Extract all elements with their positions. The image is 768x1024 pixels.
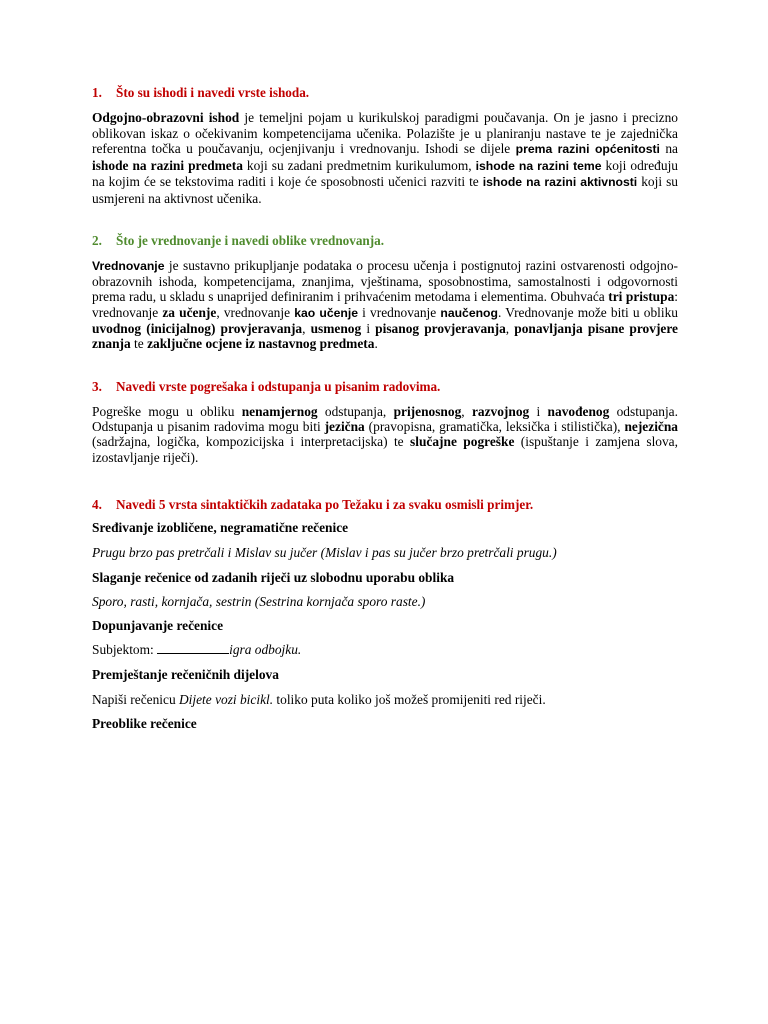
paragraph-text: i: [529, 404, 548, 419]
paragraph-text: i: [361, 320, 376, 336]
task-4-heading: Premještanje rečeničnih dijelova: [92, 667, 279, 682]
question-4: [92, 497, 678, 737]
paragraph-text: . Vrednovanje može biti u obliku: [497, 304, 678, 320]
question-2: [92, 233, 678, 351]
bold-term: usmenog: [310, 320, 362, 336]
bold-term: pisanog provjeravanja: [375, 320, 506, 336]
paragraph-text: odstupanja. Odstupanja u pisanim radovima mogu biti: [92, 404, 678, 435]
question-2-title: Što je vrednovanje i navedi oblike vrednovanja.: [116, 233, 385, 248]
answer-3-paragraph: [92, 404, 678, 465]
paragraph-text: Pogreške mogu u obliku: [92, 404, 242, 419]
bold-term: Odgojno-obrazovni ishod: [92, 110, 240, 125]
bold-term: ishode na razini aktivnosti: [482, 175, 638, 189]
task-4-example-sentence: Dijete vozi bicikl.: [179, 692, 274, 707]
task-3-example: [92, 642, 301, 658]
bold-term: ishode na razini teme: [475, 158, 602, 173]
bold-term: slučajne pogreške: [410, 434, 515, 450]
bold-term: prema razini općenitosti: [515, 142, 660, 156]
question-4-title: Navedi 5 vrsta sintaktičkih zadataka po Težaku i za svaku osmisli primjer.: [116, 497, 534, 512]
paragraph-text: te: [130, 336, 148, 352]
paragraph-text: je sustavno prikupljanje podataka o procesu učenja i postignutoj razini ostvarenosti odgojno-obrazovnih ishoda, kompetencijama, znanjima, vještinama, sposobnostima, samostalnosti i odgovornosti prema radu, u skladu s unaprijed definiranim i prihvaćenim metodama i elementima. Obuhvaća: [92, 258, 678, 305]
paragraph-text: koji su zadani predmetnim kurikulumom,: [242, 157, 476, 173]
question-1: [92, 85, 678, 206]
task-2-example: Sporo, rasti, kornjača, sestrin (Sestrina kornjača sporo raste.): [92, 594, 426, 609]
paragraph-text: na: [659, 141, 678, 156]
paragraph-text: i vrednovanje: [358, 304, 441, 320]
paragraph-text: koji određuju na kojim će se tekstovima raditi i koje će sposobnosti učenici razviti te: [92, 157, 678, 189]
task-5-heading: Preoblike rečenice: [92, 716, 197, 731]
task-3-example-tail: igra odbojku.: [229, 642, 302, 657]
paragraph-text: odstupanja,: [317, 404, 394, 419]
question-3-title: Navedi vrste pogrešaka i odstupanja u pisanim radovima.: [116, 379, 441, 394]
bold-term: nenamjernog: [241, 404, 318, 419]
paragraph-text: ,: [302, 320, 311, 336]
bold-term: ishode na razini predmeta: [92, 157, 243, 173]
question-4-heading: [92, 497, 678, 513]
bold-term: ponavljanja pisane provjere znanja: [92, 320, 678, 352]
question-4-number: 4.: [92, 497, 102, 512]
bold-term: nejezična: [624, 419, 678, 435]
task-3-heading: Dopunjavanje rečenice: [92, 618, 224, 633]
answer-2-paragraph: [92, 258, 678, 351]
question-1-title: Što su ishodi i navedi vrste ishoda.: [116, 85, 310, 100]
paragraph-text: (ispuštanje i zamjena slova, izostavljanje riječi).: [92, 434, 678, 465]
paragraph-text: , vrednovanje: [216, 304, 295, 320]
paragraph-text: : vrednovanje: [92, 289, 678, 320]
question-1-number: 1.: [92, 85, 102, 100]
question-3-number: 3.: [92, 379, 102, 394]
bold-term: za učenje: [162, 304, 217, 320]
question-2-heading: [92, 233, 678, 249]
paragraph-text: je temeljni pojam u kurikulskoj paradigmi poučavanja. On je jasno i precizno oblikovan iskaz o očekivanim kompetencijama učenika. Polazište je u planiranju nastave te je zajednička referentna točka u poučavanju, ocjenjivanju i vrednovanju. Ishodi se dijele: [92, 110, 678, 156]
bold-term: uvodnog (inicijalnog) provjeravanja: [92, 320, 303, 336]
question-3: [92, 379, 678, 465]
task-2-heading: Slaganje rečenice od zadanih riječi uz slobodnu uporabu oblika: [92, 570, 455, 585]
question-2-number: 2.: [92, 233, 102, 248]
fill-in-blank: [157, 642, 229, 654]
task-1-example: Prugu brzo pas pretrčali i Mislav su jučer (Mislav i pas su jučer brzo pretrčali prugu.): [92, 545, 557, 560]
paragraph-text: koji su usmjereni na aktivnost učenika.: [92, 174, 678, 206]
bold-term: naučenog: [440, 305, 498, 320]
task-1-heading: Sređivanje izobličene, negramatične rečenice: [92, 520, 349, 535]
answer-1-paragraph: [92, 110, 678, 206]
task-4-example: [92, 692, 546, 708]
bold-term: razvojnog: [471, 404, 530, 419]
bold-term: kao učenje: [294, 305, 358, 320]
bold-term: Vrednovanje: [92, 259, 165, 273]
paragraph-text: (pravopisna, gramatička, leksička i stilistička),: [364, 419, 625, 435]
bold-term: navođenog: [547, 404, 610, 419]
paragraph-text: ,: [461, 404, 472, 419]
bold-term: tri pristupa: [608, 289, 675, 305]
question-3-heading: [92, 379, 678, 395]
task-3-example-lead: Subjektom:: [92, 642, 158, 657]
task-4-example-tail: toliko puta koliko još možeš promijeniti red riječi.: [273, 692, 546, 707]
question-1-heading: [92, 85, 678, 101]
bold-term: prijenosnog: [393, 404, 462, 419]
bold-term: zaključne ocjene iz nastavnog predmeta: [147, 336, 375, 352]
task-4-example-lead: Napiši rečenicu: [92, 692, 179, 707]
bold-term: jezična: [324, 419, 365, 435]
paragraph-text: (sadržajna, logička, kompozicijska i interpretacijska) te: [92, 434, 411, 450]
paragraph-text: .: [374, 336, 378, 352]
paragraph-text: ,: [505, 320, 515, 336]
